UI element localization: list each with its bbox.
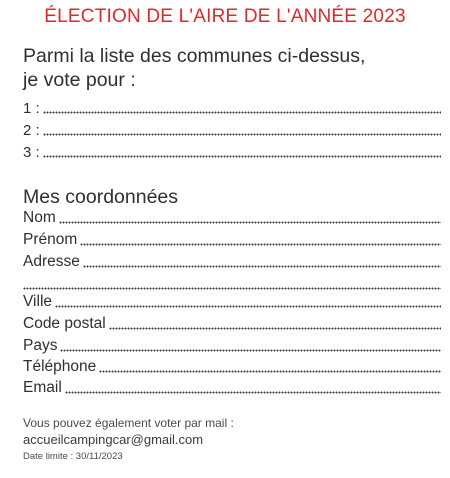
field-email[interactable] <box>23 379 441 397</box>
field-adresse[interactable] <box>23 253 441 271</box>
field-label: Email <box>23 379 62 396</box>
deadline-text: Date limite : 30/11/2023 <box>23 451 123 462</box>
mail-vote-note: Vous pouvez également voter par mail : <box>23 416 234 430</box>
vote-slot-1[interactable] <box>23 99 441 117</box>
page-title: ÉLECTION DE L'AIRE DE L'ANNÉE 2023 <box>44 6 406 27</box>
field-label: Ville <box>23 293 53 310</box>
intro-line-2: je vote pour : <box>23 69 136 91</box>
field-label: Téléphone <box>23 358 97 375</box>
vote-slot-number: 2 : <box>23 122 40 139</box>
field-pays[interactable] <box>23 337 441 355</box>
contact-heading: Mes coordonnées <box>23 186 179 208</box>
intro-line-1: Parmi la liste des communes ci-dessus, <box>23 45 366 67</box>
vote-slot-number: 3 : <box>23 144 40 161</box>
field-nom[interactable] <box>23 209 441 227</box>
dotted-line <box>55 305 441 308</box>
dotted-line <box>59 221 441 224</box>
field-label: Nom <box>23 209 56 226</box>
vote-slot-number: 1 : <box>23 100 40 117</box>
dotted-line <box>43 111 441 114</box>
dotted-line <box>43 155 441 158</box>
field-label: Pays <box>23 337 58 354</box>
dotted-line <box>99 370 441 373</box>
dotted-line <box>43 133 441 136</box>
vote-slot-2[interactable] <box>23 121 441 139</box>
field-label: Code postal <box>23 315 106 332</box>
field-label: Prénom <box>23 231 78 248</box>
vote-slot-3[interactable] <box>23 143 441 161</box>
dotted-line <box>65 391 441 394</box>
field-adresse-continuation[interactable] <box>23 275 441 293</box>
field-code-postal[interactable] <box>23 315 441 333</box>
dotted-line <box>23 287 441 290</box>
dotted-line <box>109 327 441 330</box>
dotted-line <box>60 349 441 352</box>
field-label: Adresse <box>23 253 80 270</box>
intro-text <box>23 44 365 92</box>
dotted-line <box>80 243 441 246</box>
field-telephone[interactable] <box>23 358 441 376</box>
field-ville[interactable] <box>23 293 441 311</box>
dotted-line <box>83 265 441 268</box>
field-prenom[interactable] <box>23 231 441 249</box>
contact-email: accueilcampingcar@gmail.com <box>23 432 204 447</box>
